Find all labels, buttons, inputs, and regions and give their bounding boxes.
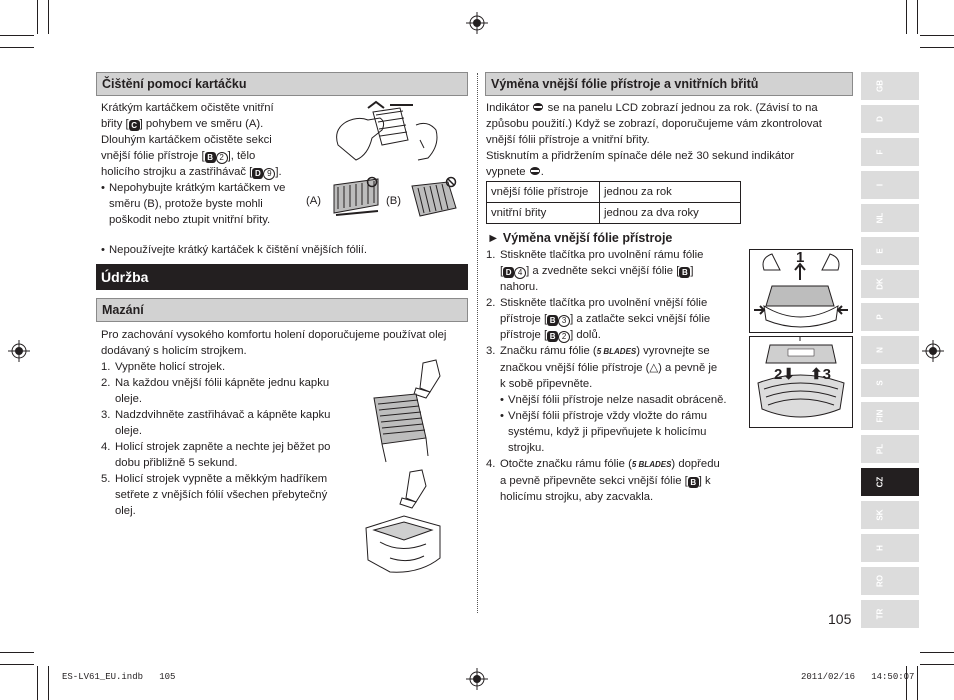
crop-mark	[0, 652, 34, 653]
language-tab-e: E	[861, 237, 919, 265]
section-header-maintenance: Údržba	[96, 264, 468, 290]
registration-mark-left	[8, 340, 30, 362]
language-tab-s: S	[861, 369, 919, 397]
language-tab-nl: NL	[861, 204, 919, 232]
language-tab-fin: FIN	[861, 402, 919, 430]
subsection-title: ► Výměna vnější fólie přístroje	[487, 231, 673, 245]
arrow-icon: ►	[487, 231, 500, 245]
figure-remove-foil	[749, 249, 853, 333]
oil-trimmer-illustration	[360, 468, 448, 580]
language-tab-d: D	[861, 105, 919, 133]
text-line: Pro zachování vysokého komfortu holení doporučujeme používat olej	[101, 329, 447, 341]
table-row	[487, 182, 741, 203]
ref-circle: 4	[514, 267, 526, 279]
text-line: vnější fólie přístroje [ B 2 ], tělo	[101, 150, 256, 162]
lubrication-intro	[101, 327, 471, 359]
text-line: dodávaný s holicím strojkem.	[101, 345, 247, 357]
bullet-item: • Nepohybujte krátkým kartáčkem ve	[101, 182, 286, 194]
ref-box-c: C	[129, 120, 140, 131]
list-item: 1. Vypněte holicí strojek.	[101, 361, 226, 373]
crop-mark	[48, 0, 49, 34]
text-line: poškodit nebo ztupit vnitřní břity.	[109, 214, 271, 226]
ref-box-b: B	[547, 331, 558, 342]
crop-mark	[920, 652, 954, 653]
figure-label-3: ⬆3	[810, 366, 831, 383]
replacement-interval-table	[486, 181, 741, 224]
prohibited-icon	[445, 176, 457, 188]
ref-circle: 2	[216, 152, 228, 164]
label-b: (B)	[386, 195, 402, 207]
language-tab-n: N	[861, 336, 919, 364]
ref-box-b: B	[688, 477, 699, 488]
crop-mark	[920, 664, 954, 665]
ref-circle: 9	[263, 168, 275, 180]
language-tab-gb: GB	[861, 72, 919, 100]
brush-hand-illustration	[328, 100, 460, 170]
list-item: 4. Otočte značku rámu fólie (5 BLADES) dopředu a pevně připevněte sekci vnější fólie [ B ] k holicímu strojku, aby zacvakla.	[486, 458, 720, 503]
replacement-steps	[486, 247, 748, 505]
crop-mark	[917, 0, 918, 34]
ref-circle: 2	[558, 331, 570, 343]
text-line: Indikátor se na panelu LCD zobrazí jednou za rok. (Závisí to na	[486, 102, 818, 114]
release-foil-illustration	[750, 337, 852, 427]
crop-mark	[0, 35, 34, 36]
figure-label-1: 1	[796, 249, 805, 266]
text-line: vnější fólii přístroje a vnitřní břity.	[486, 134, 650, 146]
oil-foil-illustration	[368, 358, 458, 464]
list-item: 3. Značku rámu fólie (5 BLADES) vyrovnejte se značkou vnější fólie přístroje (△) a pevně je k sobě připevněte. • Vnější fólii přístroje nelze nasadit obráceně. • Vnější fólii přístroje vždy vložte do rámu systému, když ji připevňujete k holicímu strojku.	[486, 345, 727, 454]
ref-box-b: B	[205, 152, 216, 163]
language-tab-f: F	[861, 138, 919, 166]
ok-circle-icon	[366, 176, 378, 188]
crop-mark	[37, 666, 38, 700]
figure-release-foil	[749, 336, 853, 428]
crop-mark	[0, 664, 34, 665]
language-tab-h: H	[861, 534, 919, 562]
section-header-lubrication: Mazání	[96, 298, 468, 322]
language-tab-i: I	[861, 171, 919, 199]
text-line: Dlouhým kartáčkem očistěte sekci	[101, 134, 272, 146]
list-item: 4. Holicí strojek zapněte a nechte jej běžet po dobu přibližně 5 sekund.	[101, 441, 331, 469]
crop-mark	[48, 666, 49, 700]
registration-mark-bottom	[466, 668, 488, 690]
text-line: holicího strojku a zastřihávač [ D 9 ].	[101, 166, 282, 178]
language-tab-ro: RO	[861, 567, 919, 595]
footer-date-info: 2011/02/16 14:50:07	[801, 672, 915, 682]
list-item: 5. Holicí strojek vypněte a měkkým hadříkem setřete z vnějších fólií všechen přebytečný olej.	[101, 473, 328, 517]
list-item: 2. Na každou vnější fólii kápněte jednu kapku oleje.	[101, 377, 330, 405]
table-cell: vnější fólie přístroje	[487, 182, 600, 203]
ref-box-d: D	[503, 267, 514, 278]
crop-mark	[906, 0, 907, 34]
language-tab-tr: TR	[861, 600, 919, 628]
table-cell: jednou za rok	[600, 182, 741, 203]
list-item: 1. Stiskněte tlačítka pro uvolnění rámu fólie [ D 4 ] a zvedněte sekci vnější fólie [ B ] nahoru.	[486, 249, 704, 293]
table-cell: vnitřní břity	[487, 203, 600, 224]
bullet-item: • Nepoužívejte krátký kartáček k čištění vnějších fólií.	[101, 244, 368, 256]
text-line: vypnete .	[486, 166, 544, 178]
text-line: způsobu použití.) Když se zobrazí, doporučujeme vám zkontrolovat	[486, 118, 822, 130]
five-blades-logo: 5 BLADES	[631, 460, 672, 469]
list-item: 3. Nadzdvihněte zastřihávač a kápněte kapku oleje.	[101, 409, 331, 437]
page-number: 105	[828, 611, 852, 627]
list-item: 2. Stiskněte tlačítka pro uvolnění vnější fólie přístroje [ B 3 ] a zatlačte sekci vnější fólie přístroje [ B 2 ] dolů.	[486, 297, 711, 341]
column-divider	[477, 73, 478, 613]
ref-box-b: B	[679, 267, 690, 278]
language-tab-sk: SK	[861, 501, 919, 529]
crop-mark	[37, 0, 38, 34]
replacement-indicator-icon	[529, 166, 541, 176]
table-cell: jednou za dva roky	[600, 203, 741, 224]
section-header-brush: Čištění pomocí kartáčku	[96, 72, 468, 96]
text-line: břity [ C ] pohybem ve směru (A).	[101, 118, 264, 130]
section-header-replacement: Výměna vnější fólie přístroje a vnitřních břitů	[485, 72, 853, 96]
replacement-indicator-icon	[532, 102, 544, 112]
ref-box-d: D	[252, 168, 263, 179]
five-blades-logo: 5 BLADES	[596, 347, 637, 356]
crop-mark	[920, 35, 954, 36]
language-tab-dk: DK	[861, 270, 919, 298]
crop-mark	[917, 666, 918, 700]
brush-instructions	[101, 100, 306, 228]
ref-box-b: B	[547, 315, 558, 326]
registration-mark-right	[922, 340, 944, 362]
language-tab-cz: CZ	[861, 468, 919, 496]
language-tab-p: P	[861, 303, 919, 331]
table-row	[487, 203, 741, 224]
crop-mark	[0, 47, 34, 48]
footer-file-info: ES-LV61_EU.indb 105	[62, 672, 176, 682]
crop-mark	[920, 47, 954, 48]
label-a: (A)	[306, 195, 322, 207]
figure-label-2: 2⬇	[774, 366, 795, 383]
text-line: Krátkým kartáčkem očistěte vnitřní	[101, 102, 274, 114]
text-line: směru (B), protože byste mohli	[109, 198, 263, 210]
ref-circle: 3	[558, 315, 570, 327]
lubrication-steps	[101, 359, 351, 519]
language-tab-pl: PL	[861, 435, 919, 463]
replacement-intro	[486, 100, 854, 180]
text-line: Stisknutím a přidržením spínače déle než 30 sekund indikátor	[486, 150, 795, 162]
registration-mark-top	[466, 12, 488, 34]
